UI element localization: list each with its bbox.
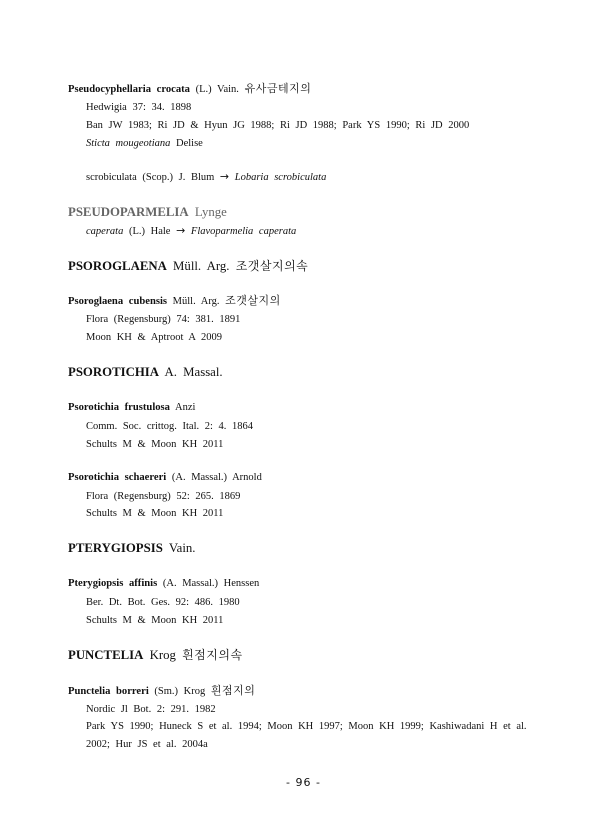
genus-heading [68,204,227,220]
species-author: (A. Massal.) Arnold [171,472,262,483]
accepted-name: Flavoparmelia caperata [190,226,297,237]
genus-heading [68,647,243,663]
arrow-icon: → [219,170,230,183]
genus-author: Krog [149,648,176,662]
species-name: Psoroglaena cubensis [68,296,168,307]
species-author: Anzi [175,402,196,413]
korean-name: 흰점지의 [210,684,256,697]
reference-line: Schults M & Moon KH 2011 [86,508,224,519]
species-name: Pseudocyphellaria crocata [68,84,190,95]
reference-line: 2002; Hur JS et al. 2004a [86,739,208,750]
epithet-author: (Scop.) J. Blum [142,172,215,183]
synonym-name: Sticta mougeotiana [86,138,171,149]
genus-name: PSOROGLAENA [68,259,167,273]
reference-line: Schults M & Moon KH 2011 [86,615,224,626]
reference-line: Nordic Jl Bot. 2: 291. 1982 [86,704,216,715]
species-name: Psorotichia schaereri [68,472,167,483]
korean-name: 조갯살지의속 [235,259,309,273]
genus-author: A. Massal. [164,365,223,379]
species-heading [68,82,311,96]
synonym-author: Delise [176,138,203,149]
genus-author: Müll. Arg. [173,259,230,273]
reference-line: Flora (Regensburg) 74: 381. 1891 [86,314,241,325]
species-author: (Sm.) Krog [154,686,206,697]
arrow-icon: → [176,224,186,237]
accepted-name: Lobaria scrobiculata [234,172,327,183]
genus-name: PTERYGIOPSIS [68,541,163,555]
species-author: (L.) Vain. [195,84,239,95]
korean-name: 조갯살지의 [225,294,281,307]
species-author: Müll. Arg. [172,296,220,307]
genus-name: PSOROTICHIA [68,365,160,379]
korean-name: 흰점지의속 [182,648,243,662]
genus-name: PUNCTELIA [68,648,144,662]
genus-author: Lynge [194,205,227,219]
korean-name: 유사금테지의 [244,82,312,95]
species-author: (A. Massal.) Henssen [162,578,260,589]
species-heading [68,401,195,414]
page-number: - 96 - [286,776,321,789]
synonym-line [86,137,203,150]
species-name: Punctelia borreri [68,686,149,697]
epithet: caperata [86,226,124,237]
genus-heading [68,258,308,274]
species-heading [68,577,259,590]
epithet: scrobiculata [86,172,137,183]
genus-author: Vain. [168,541,196,555]
reference-line: Moon KH & Aptroot A 2009 [86,332,223,343]
genus-heading [68,364,223,380]
species-heading [68,471,262,484]
genus-name: PSEUDOPARMELIA [68,205,189,219]
reference-line: Flora (Regensburg) 52: 265. 1869 [86,491,241,502]
synonym-reference [86,170,326,184]
genus-heading [68,540,195,556]
reference-line: Ban JW 1983; Ri JD & Hyun JG 1988; Ri JD 1988; Park YS 1990; Ri JD 2000 [86,120,470,131]
species-heading [68,294,281,308]
reference-line: Comm. Soc. crittog. Ital. 2: 4. 1864 [86,421,254,432]
species-name: Psorotichia frustulosa [68,402,170,413]
epithet-author: (L.) Hale [128,226,171,237]
synonym-reference [86,224,296,238]
reference-line: Park YS 1990; Huneck S et al. 1994; Moon KH 1997; Moon KH 1999; Kashiwadani H et al. [86,721,527,732]
species-heading [68,684,255,698]
reference-line: Hedwigia 37: 34. 1898 [86,102,192,113]
reference-line: Schults M & Moon KH 2011 [86,439,224,450]
reference-line: Ber. Dt. Bot. Ges. 92: 486. 1980 [86,597,240,608]
species-name: Pterygiopsis affinis [68,578,158,589]
